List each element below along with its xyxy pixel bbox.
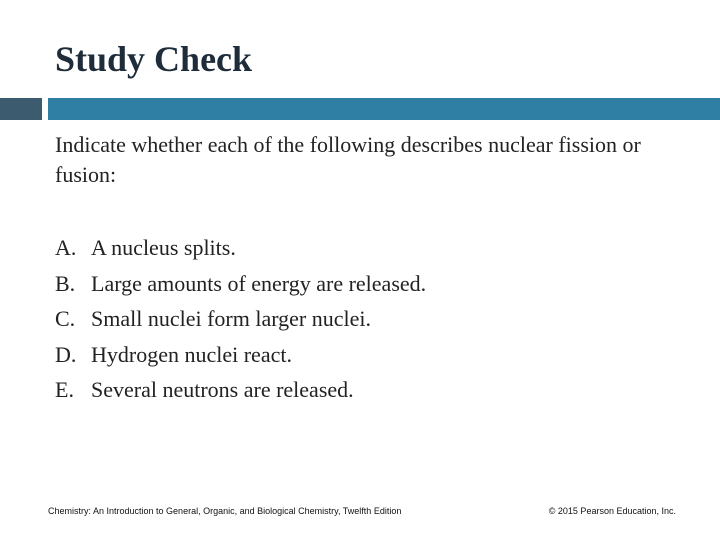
- list-item: [55, 372, 426, 408]
- title-underline-accent-right: [48, 98, 720, 120]
- footer-book-title: Chemistry: An Introduction to General, Organic, and Biological Chemistry, Twelfth Edition: [48, 506, 402, 516]
- list-item: [55, 301, 426, 337]
- item-letter: D.: [55, 341, 77, 367]
- item-letter: B.: [55, 270, 76, 296]
- item-text: Large amounts of energy are released.: [91, 270, 427, 296]
- list-item: [55, 230, 426, 266]
- item-text: Small nuclei form larger nuclei.: [91, 306, 372, 331]
- footer-copyright: © 2015 Pearson Education, Inc.: [548, 506, 676, 516]
- item-letter: E.: [55, 377, 74, 402]
- title-underline-accent-left: [0, 98, 42, 120]
- answer-list: [55, 230, 426, 408]
- list-item: [55, 266, 426, 302]
- list-item: [55, 337, 426, 373]
- item-letter: C.: [55, 306, 76, 331]
- item-text: Several neutrons are released.: [91, 377, 354, 402]
- question-intro: Indicate whether each of the following describes nuclear fission or fusion:: [55, 132, 641, 187]
- item-letter: A.: [55, 235, 77, 260]
- slide-title: Study Check: [55, 39, 253, 79]
- item-text: A nucleus splits.: [91, 235, 236, 260]
- item-text: Hydrogen nuclei react.: [91, 341, 292, 367]
